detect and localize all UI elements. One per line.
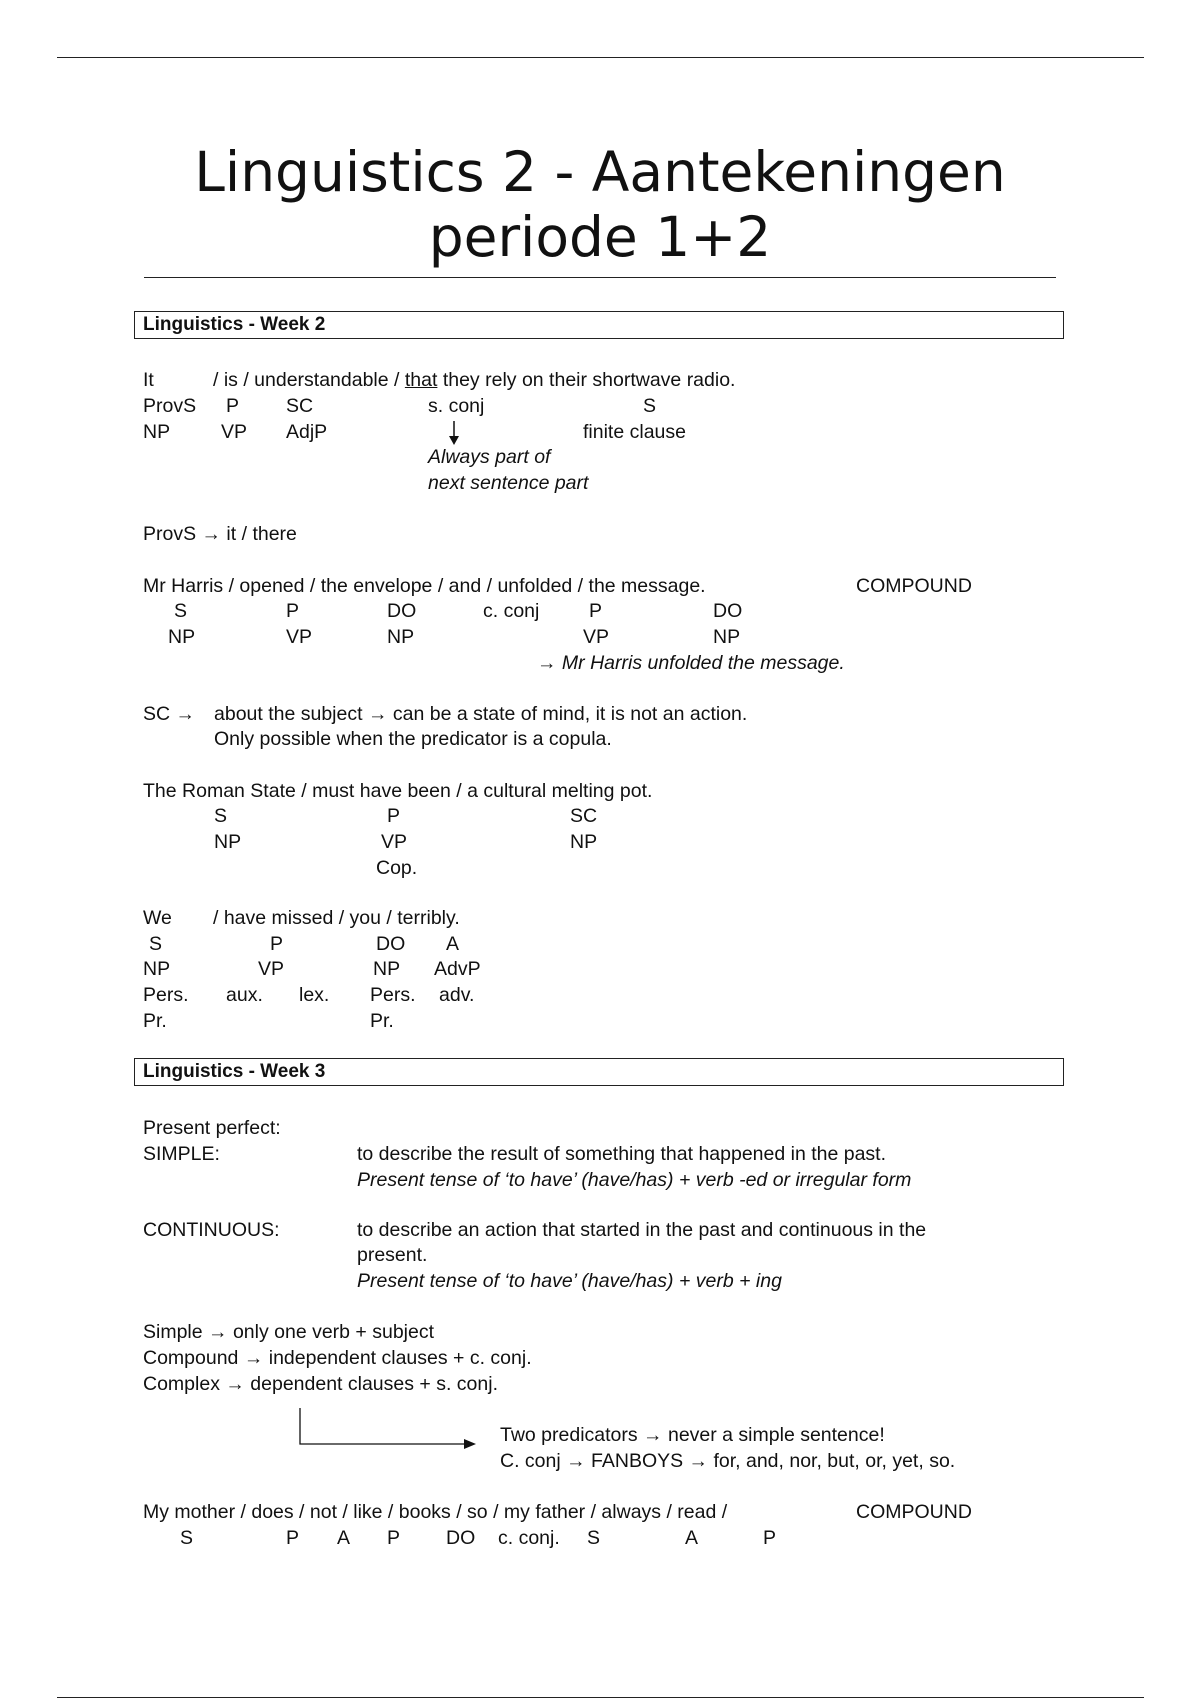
ex5-sentence: My mother / does / not / like / books / so / my father / always / read / <box>143 1501 728 1523</box>
ex1-cat-np: NP <box>143 421 171 443</box>
ex1-cat-finite-clause: finite clause <box>583 421 686 443</box>
ex4-detail-pers2: Pers. <box>370 984 416 1006</box>
ex5-label-compound: COMPOUND <box>856 1501 972 1523</box>
ex2-note: → Mr Harris unfolded the message. <box>537 652 845 674</box>
ex5-func-do: DO <box>446 1527 476 1549</box>
ex5-func-a: A <box>337 1527 351 1549</box>
ex3-cat-vp: VP <box>381 831 408 853</box>
down-arrow-icon <box>448 420 460 446</box>
ex3-func-p: P <box>387 805 401 827</box>
ex4-detail-pr2: Pr. <box>370 1010 394 1032</box>
ex1-that: that <box>404 369 438 391</box>
two-predicators-note: Two predicators → never a simple sentence! <box>500 1424 885 1446</box>
continuous-label: CONTINUOUS: <box>143 1219 280 1241</box>
ex3-func-s: S <box>214 805 228 827</box>
sentence-type-simple: Simple → only one verb + subject <box>143 1321 435 1343</box>
ex1-is-understandable: / is / understandable / <box>213 369 400 391</box>
page-title <box>130 140 1070 270</box>
simple-form: Present tense of ‘to have’ (have/has) + verb -ed or irregular form <box>357 1169 912 1191</box>
ex1-sentence-part <box>213 368 735 392</box>
title-line-2: periode 1+2 <box>428 205 772 269</box>
ex1-cat-adjp: AdjP <box>286 421 328 443</box>
continuous-description-1: to describe an action that started in the past and continuous in the <box>357 1219 927 1241</box>
ex2-cat-np3: NP <box>713 626 741 648</box>
ex4-cat-advp: AdvP <box>434 958 481 980</box>
ex4-cat-np: NP <box>143 958 171 980</box>
top-rule <box>57 57 1144 58</box>
ex3-sentence: The Roman State / must have been / a cultural melting pot. <box>143 780 653 802</box>
sentence-type-complex: Complex → dependent clauses + s. conj. <box>143 1373 498 1395</box>
ex4-detail-lex: lex. <box>299 984 330 1006</box>
ex5-func-a2: A <box>685 1527 699 1549</box>
ex5-func-s2: S <box>587 1527 601 1549</box>
provs-rule: ProvS → it / there <box>143 523 297 545</box>
ex5-func-p2: P <box>387 1527 401 1549</box>
ex1-func-p: P <box>226 395 240 417</box>
ex2-func-p2: P <box>589 600 603 622</box>
section-header-week3: Linguistics - Week 3 <box>134 1058 1064 1086</box>
section-header-week2: Linguistics - Week 2 <box>134 311 1064 339</box>
continuous-description-2: present. <box>357 1244 428 1266</box>
ex1-note-1: Always part of <box>428 446 551 468</box>
ex5-func-cconj: c. conj. <box>498 1527 560 1549</box>
sentence-type-compound: Compound → independent clauses + c. conj. <box>143 1347 532 1369</box>
ex3-cop: Cop. <box>376 857 418 879</box>
ex4-word-we: We <box>143 907 172 929</box>
ex4-detail-pers: Pers. <box>143 984 189 1006</box>
ex4-rest: / have missed / you / terribly. <box>213 907 460 929</box>
title-line-1: Linguistics 2 - Aantekeningen <box>194 140 1006 204</box>
ex4-func-p: P <box>270 933 284 955</box>
simple-label: SIMPLE: <box>143 1143 220 1165</box>
ex1-func-sc: SC <box>286 395 314 417</box>
ex1-func-s: S <box>643 395 657 417</box>
ex4-cat-np2: NP <box>373 958 401 980</box>
ex2-cat-np: NP <box>168 626 196 648</box>
ex3-cat-np: NP <box>214 831 242 853</box>
ex5-func-s: S <box>180 1527 194 1549</box>
ex3-cat-np2: NP <box>570 831 598 853</box>
ex2-cat-vp: VP <box>286 626 313 648</box>
ex1-func-sconj: s. conj <box>428 395 485 417</box>
ex1-note-2: next sentence part <box>428 472 589 494</box>
ex4-cat-vp: VP <box>258 958 285 980</box>
ex2-func-p: P <box>286 600 300 622</box>
ex4-func-a: A <box>446 933 460 955</box>
simple-description: to describe the result of something that happened in the past. <box>357 1143 887 1165</box>
ex2-cat-vp2: VP <box>583 626 610 648</box>
ex5-func-p: P <box>286 1527 300 1549</box>
ex4-func-do: DO <box>376 933 406 955</box>
ex4-func-s: S <box>149 933 163 955</box>
ex2-sentence: Mr Harris / opened / the envelope / and / unfolded / the message. <box>143 575 706 597</box>
bottom-rule <box>57 1697 1144 1698</box>
ex2-func-cconj: c. conj <box>483 600 540 622</box>
ex1-word-it: It <box>143 369 154 391</box>
fanboys-note: C. conj → FANBOYS → for, and, nor, but, or, yet, so. <box>500 1450 956 1472</box>
ex5-func-p3: P <box>763 1527 777 1549</box>
sc-line-1: about the subject → can be a state of mind, it is not an action. <box>214 703 748 725</box>
ex2-func-do: DO <box>387 600 417 622</box>
elbow-arrow-icon <box>298 1408 480 1448</box>
title-underline <box>144 277 1056 278</box>
ex4-detail-adv: adv. <box>439 984 475 1006</box>
ex2-func-s: S <box>174 600 188 622</box>
ex4-detail-pr: Pr. <box>143 1010 167 1032</box>
ex2-label-compound: COMPOUND <box>856 575 972 597</box>
sc-line-2: Only possible when the predicator is a copula. <box>214 728 612 750</box>
ex1-cat-vp: VP <box>221 421 248 443</box>
sc-label: SC → <box>143 703 196 725</box>
ex2-cat-np2: NP <box>387 626 415 648</box>
present-perfect-title: Present perfect: <box>143 1117 281 1139</box>
ex4-detail-aux: aux. <box>226 984 263 1006</box>
ex1-func-provs: ProvS <box>143 395 197 417</box>
ex1-rest: they rely on their shortwave radio. <box>442 369 736 391</box>
ex3-func-sc: SC <box>570 805 598 827</box>
ex2-func-do2: DO <box>713 600 743 622</box>
continuous-form: Present tense of ‘to have’ (have/has) + verb + ing <box>357 1270 782 1292</box>
